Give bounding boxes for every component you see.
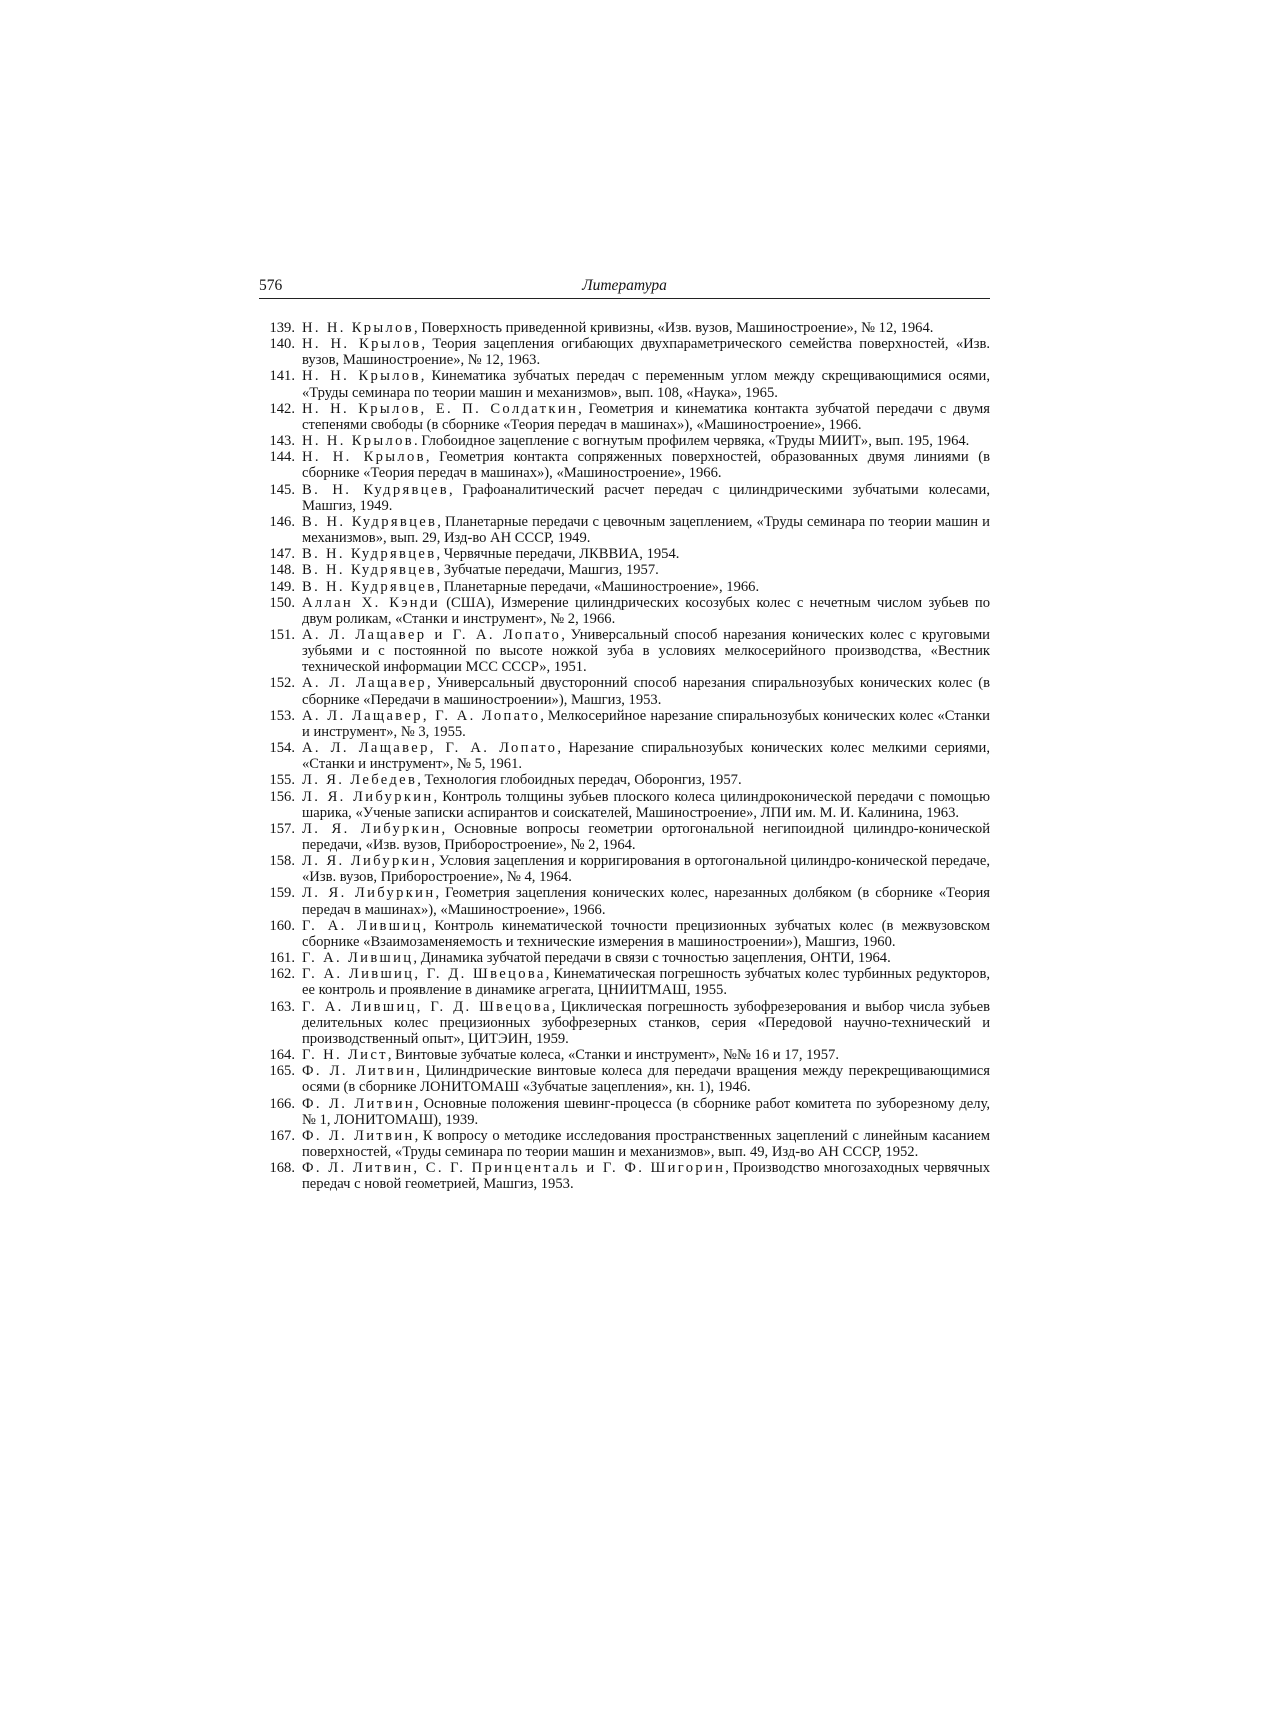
- reference-number: 153.: [269, 707, 295, 724]
- reference-author: Ф. Л. Литвин: [302, 1063, 417, 1080]
- reference-number: 159.: [269, 885, 295, 902]
- reference-text: [302, 675, 990, 707]
- reference-details: , Геометрия контакта сопряженных поверхностей, образованных двумя линиями (в сборнике «Теория передач в машинах»), «Машиностроение», 1966.: [302, 449, 990, 482]
- reference-details: . Глобоидное зацепление с вогнутым профилем червяка, «Труды МИИТ», вып. 195, 1964.: [414, 433, 970, 450]
- reference-details: , Циклическая погрешность зубофрезерования и выбор числа зубьев делительных колес прецизионных зубофрезерных станков, серия «Передовой научно-технический и производственный опыт», ЦИТЭИН, 1959.: [302, 998, 990, 1047]
- reference-details: , Зубчатые передачи, Машгиз, 1957.: [436, 562, 659, 579]
- reference-number: 165.: [269, 1063, 295, 1080]
- reference-author: Л. Я. Либуркин: [302, 885, 436, 902]
- reference-author: Л. Я. Либуркин: [302, 820, 442, 837]
- reference-author: Н. Н. Крылов, Е. П. Солдаткин: [302, 400, 579, 417]
- reference-details: , Условия зацепления и корригирования в ортогональной цилиндро-конической передаче, «Изв. вузов, Приборостроение», № 4, 1964.: [302, 853, 990, 886]
- reference-text: [302, 595, 990, 627]
- reference-number: 139.: [269, 320, 295, 336]
- reference-number: 140.: [269, 336, 295, 353]
- reference-item: [259, 627, 990, 675]
- reference-author: Н. Н. Крылов: [302, 320, 415, 336]
- reference-item: [259, 675, 990, 707]
- reference-details: , Контроль кинематической точности прецизионных зубчатых колес (в межвузовском сборнике «Взаимозаменяемость и технические измерения в машиностроении»), Машгиз, 1960.: [302, 917, 990, 950]
- reference-item: [259, 401, 990, 433]
- reference-text: [302, 918, 990, 950]
- reference-number: 164.: [269, 1047, 295, 1064]
- reference-author: Л. Я. Лебедев: [302, 772, 418, 789]
- reference-author: Н. Н. Крылов: [302, 433, 415, 450]
- reference-author: Ф. Л. Литвин: [302, 1127, 415, 1144]
- reference-details: , Основные вопросы геометрии ортогональной негипоидной цилиндро-конической передачи, «Изв. вузов, Приборостроение», № 2, 1964.: [302, 820, 991, 853]
- reference-author: В. Н. Кудрявцев: [302, 578, 437, 595]
- reference-list: [259, 320, 990, 1192]
- reference-author: Г. А. Лившиц: [302, 950, 414, 967]
- reference-number: 150.: [269, 594, 295, 611]
- reference-author: Г. А. Лившиц, Г. Д. Швецова: [302, 966, 546, 983]
- reference-author: В. Н. Кудрявцев: [302, 481, 449, 498]
- reference-number: 146.: [269, 513, 295, 530]
- reference-details: , Технология глобоидных передач, Оборонгиз, 1957.: [417, 772, 742, 789]
- reference-text: [302, 627, 990, 675]
- reference-author: А. Л. Лащавер, Г. А. Лопато: [302, 740, 558, 757]
- reference-number: 149.: [269, 578, 295, 595]
- reference-item: [259, 885, 990, 917]
- reference-number: 163.: [269, 998, 295, 1015]
- reference-author: Н. Н. Крылов: [302, 449, 426, 466]
- reference-text: [302, 1047, 990, 1063]
- reference-details: , Винтовые зубчатые колеса, «Станки и инструмент», №№ 16 и 17, 1957.: [387, 1047, 839, 1064]
- reference-text: [302, 401, 990, 433]
- reference-text: [302, 772, 990, 788]
- reference-item: [259, 950, 990, 966]
- reference-item: [259, 449, 990, 481]
- reference-details: , Мелкосерийное нарезание спиральнозубых конических колес «Станки и инструмент», № 3, 1955.: [302, 707, 990, 740]
- reference-item: [259, 368, 990, 400]
- reference-text: [302, 1160, 990, 1192]
- reference-number: 168.: [269, 1160, 295, 1177]
- reference-author: А. Л. Лащавер: [302, 675, 427, 692]
- reference-text: [302, 336, 990, 368]
- reference-text: [302, 579, 990, 595]
- reference-item: [259, 772, 990, 788]
- reference-item: [259, 918, 990, 950]
- reference-text: [302, 821, 990, 853]
- reference-item: [259, 1160, 990, 1192]
- reference-author: Ф. Л. Литвин, С. Г. Принценталь и Г. Ф. Шигорин: [302, 1160, 726, 1177]
- reference-item: [259, 546, 990, 562]
- reference-details: , Нарезание спиральнозубых конических колес мелкими сериями, «Станки и инструмент», № 5, 1961.: [302, 740, 990, 773]
- reference-number: 145.: [269, 481, 295, 498]
- reference-text: [302, 433, 990, 449]
- reference-item: [259, 789, 990, 821]
- reference-author: А. Л. Лащавер и Г. А. Лопато: [302, 626, 562, 643]
- reference-text: [302, 449, 990, 481]
- reference-item: [259, 853, 990, 885]
- reference-author: В. Н. Кудрявцев: [302, 562, 437, 579]
- reference-item: [259, 320, 990, 336]
- reference-number: 152.: [269, 675, 295, 692]
- reference-number: 147.: [269, 546, 295, 563]
- reference-item: [259, 740, 990, 772]
- reference-item: [259, 821, 990, 853]
- reference-details: , Геометрия зацепления конических колес, нарезанных долбяком (в сборнике «Теория передач в машинах»), «Машиностроение», 1966.: [302, 885, 991, 918]
- reference-number: 167.: [269, 1127, 295, 1144]
- reference-number: 143.: [269, 433, 295, 450]
- reference-text: [302, 950, 990, 966]
- reference-details: , Геометрия и кинематика контакта зубчатой передачи с двумя степенями свободы (в сборнике «Теория передач в машинах»), «Машиностроение», 1966.: [302, 400, 990, 433]
- reference-details: , Цилиндрические винтовые колеса для передачи вращения между перекрещивающимися осями (в сборнике ЛОНИТОМАШ «Зубчатые зацепления», кн. 1), 1946.: [302, 1063, 990, 1096]
- reference-text: [302, 1128, 990, 1160]
- reference-text: [302, 853, 990, 885]
- reference-details: , Универсальный двусторонний способ нарезания спиральнозубых конических колес (в сборнике «Передачи в машиностроении»), Машгиз, 1953.: [302, 675, 990, 708]
- reference-number: 158.: [269, 853, 295, 870]
- reference-number: 166.: [269, 1095, 295, 1112]
- reference-author: Аллан Х. Кэнди: [302, 594, 440, 611]
- reference-details: , Графоаналитический расчет передач с цилиндрическими зубчатыми колесами, Машгиз, 1949.: [302, 481, 990, 514]
- page-header: [259, 276, 990, 299]
- reference-author: Ф. Л. Литвин: [302, 1095, 416, 1112]
- reference-item: [259, 514, 990, 546]
- reference-number: 151.: [269, 626, 295, 643]
- reference-details: , Кинематика зубчатых передач с переменным углом между скрещивающимися осями, «Труды семинара по теории машин и механизмов», вып. 108, «Наука», 1965.: [302, 368, 990, 401]
- reference-details: , Универсальный способ нарезания конических колес с круговыми зубьями и с постоянной по высоте ножкой зуба в условиях мелкосерийного производства, «Вестник технической информации МСС СССР», 1951.: [302, 626, 990, 676]
- reference-author: А. Л. Лащавер, Г. А. Лопато: [302, 707, 541, 724]
- reference-details: , Основные положения шевинг-процесса (в сборнике работ комитета по зуборезному делу, № 1, ЛОНИТОМАШ), 1939.: [302, 1095, 990, 1128]
- reference-author: Н. Н. Крылов: [302, 368, 421, 385]
- reference-item: [259, 579, 990, 595]
- reference-text: [302, 368, 990, 400]
- reference-number: 156.: [269, 788, 295, 805]
- reference-author: Н. Н. Крылов: [302, 336, 422, 353]
- reference-details: , Планетарные передачи, «Машиностроение», 1966.: [436, 578, 760, 595]
- reference-item: [259, 999, 990, 1047]
- reference-text: [302, 546, 990, 562]
- reference-details: , Производство многозаходных червячных передач с новой геометрией, Машгиз, 1953.: [302, 1160, 990, 1193]
- reference-number: 148.: [269, 562, 295, 579]
- reference-text: [302, 320, 990, 336]
- reference-author: В. Н. Кудрявцев: [302, 546, 437, 563]
- reference-text: [302, 789, 990, 821]
- reference-details: , Кинематическая погрешность зубчатых колес турбинных редукторов, ее контроль и проявление в динамике агрегата, ЦНИИТМАШ, 1955.: [302, 966, 991, 999]
- reference-text: [302, 514, 990, 546]
- reference-details: , Червячные передачи, ЛКВВИА, 1954.: [436, 546, 680, 563]
- reference-item: [259, 336, 990, 368]
- running-title: Литература: [582, 277, 667, 294]
- reference-number: 161.: [269, 950, 295, 967]
- reference-text: [302, 966, 990, 998]
- reference-number: 162.: [269, 966, 295, 983]
- reference-details: , Контроль толщины зубьев плоского колеса цилиндроконической передачи с помощью шарика, «Ученые записки аспирантов и соискателей, Машиностроение», ЛПИ им. М. И. Калинина, 1963.: [302, 788, 990, 821]
- reference-details: , Динамика зубчатой передачи в связи с точностью зацепления, ОНТИ, 1964.: [413, 950, 891, 967]
- page-number: 576: [259, 277, 283, 294]
- reference-author: Л. Я. Либуркин: [302, 788, 434, 805]
- reference-number: 142.: [269, 400, 295, 417]
- reference-item: [259, 1128, 990, 1160]
- reference-details: , Теория зацепления огибающих двухпараметрического семейства поверхностей, «Изв. вузов, Машиностроение», № 12, 1963.: [302, 336, 990, 369]
- reference-item: [259, 1047, 990, 1063]
- reference-item: [259, 708, 990, 740]
- reference-text: [302, 1096, 990, 1128]
- reference-item: [259, 482, 990, 514]
- reference-details: (США), Измерение цилиндрических косозубых колес с нечетным числом зубьев по двум роликам, «Станки и инструмент», № 2, 1966.: [302, 594, 990, 627]
- reference-text: [302, 740, 990, 772]
- reference-details: , Поверхность приведенной кривизны, «Изв. вузов, Машиностроение», № 12, 1964.: [414, 320, 934, 336]
- reference-item: [259, 966, 990, 998]
- reference-author: Г. Н. Лист: [302, 1047, 388, 1064]
- reference-text: [302, 885, 990, 917]
- reference-number: 154.: [269, 740, 295, 757]
- reference-number: 155.: [269, 772, 295, 789]
- reference-author: В. Н. Кудрявцев: [302, 513, 438, 530]
- reference-details: , Планетарные передачи с цевочным зацеплением, «Труды семинара по теории машин и механизмов», вып. 29, Изд-во АН СССР, 1949.: [302, 513, 990, 547]
- reference-number: 160.: [269, 917, 295, 934]
- reference-text: [302, 999, 990, 1047]
- reference-item: [259, 595, 990, 627]
- reference-text: [302, 708, 990, 740]
- reference-item: [259, 433, 990, 449]
- reference-item: [259, 1063, 990, 1095]
- reference-number: 157.: [269, 820, 295, 837]
- reference-number: 141.: [269, 368, 295, 385]
- reference-text: [302, 1063, 990, 1095]
- reference-text: [302, 562, 990, 578]
- reference-text: [302, 482, 990, 514]
- reference-item: [259, 1096, 990, 1128]
- reference-item: [259, 562, 990, 578]
- reference-number: 144.: [269, 449, 295, 466]
- reference-details: , К вопросу о методике исследования пространственных зацеплений с линейным касанием поверхностей, «Труды семинара по теории машин и механизмов», вып. 49, Изд-во АН СССР, 1952.: [302, 1127, 991, 1160]
- reference-author: Г. А. Лившиц, Г. Д. Швецова: [302, 998, 552, 1015]
- reference-author: Л. Я. Либуркин: [302, 853, 432, 870]
- reference-author: Г. А. Лившиц: [302, 917, 423, 934]
